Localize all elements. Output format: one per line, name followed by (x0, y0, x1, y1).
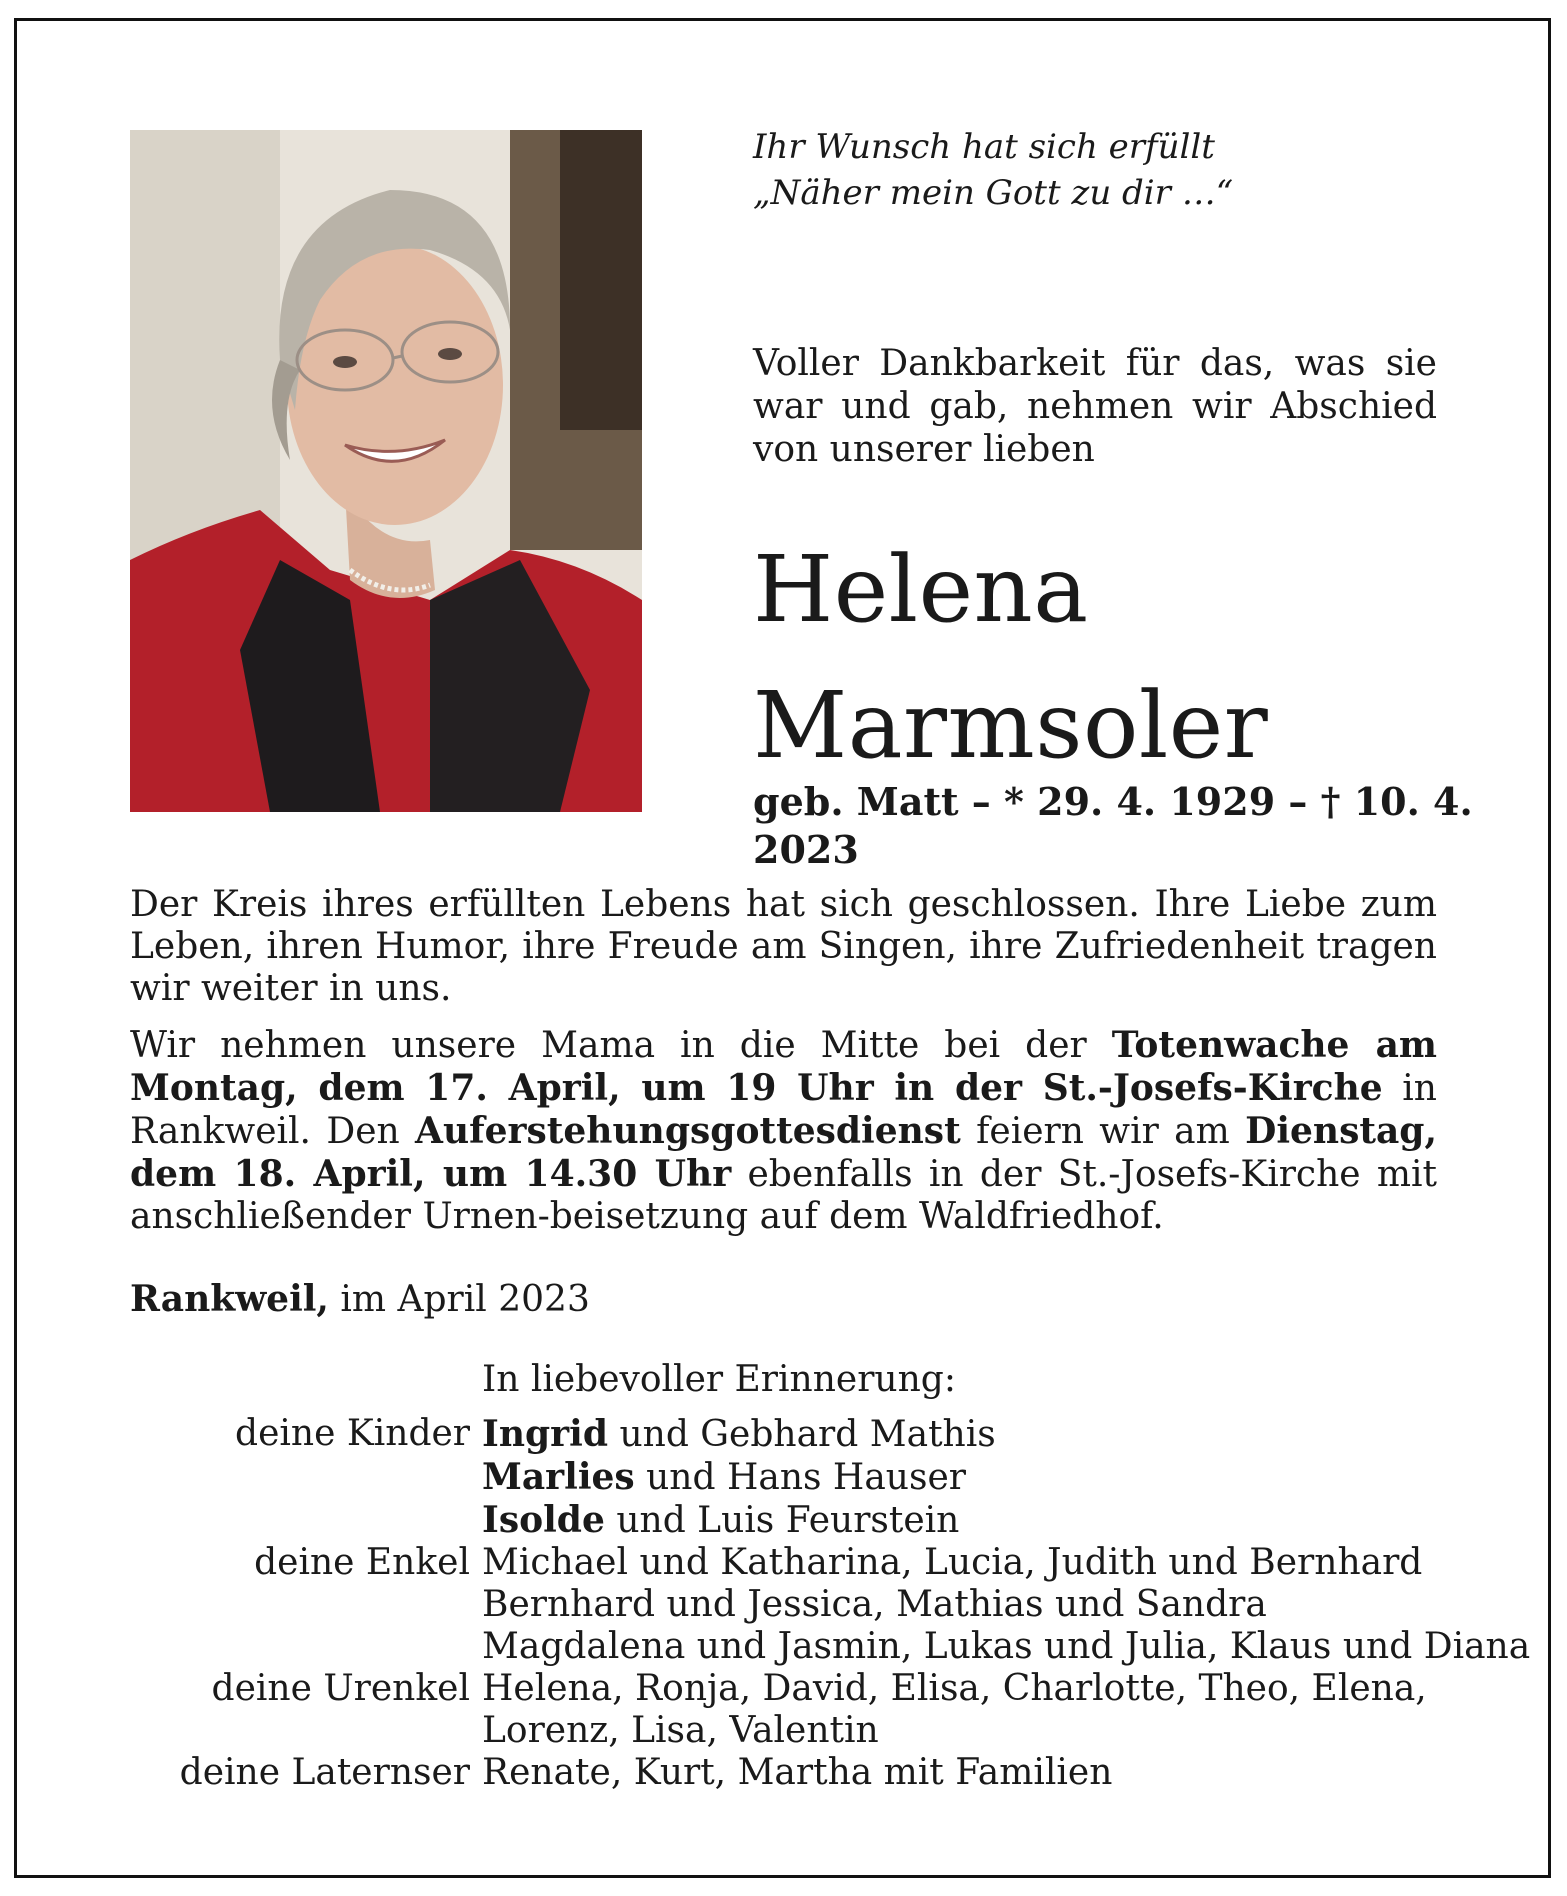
service-text-3: feiern wir am (960, 1111, 1246, 1152)
family-group-greatgrandchildren (130, 1668, 1530, 1752)
laterns-label: deine Laternser (179, 1752, 470, 1793)
child-partner: und Hans Hauser (634, 1457, 966, 1498)
child-name: Isolde (482, 1499, 605, 1541)
place-date (130, 1277, 590, 1322)
service-datetime: Dienstag, dem 18. April, um 14.30 Uhr (130, 1110, 1437, 1195)
child-partner: und Luis Feurstein (604, 1500, 960, 1541)
child-name: Ingrid (482, 1413, 608, 1455)
portrait-photo (130, 130, 642, 812)
service-text-2: in Rankweil. Den (130, 1068, 1437, 1152)
child-entry (482, 1456, 996, 1499)
greatgrandchildren-names (482, 1668, 1427, 1752)
service-text-4: ebenfalls in der St.-Josefs-Kirche mit anschließender Urnen-beisetzung auf dem Waldfriedhof. (130, 1154, 1437, 1237)
greatgrandchildren-line: Lorenz, Lisa, Valentin (482, 1710, 879, 1751)
family-list (130, 1413, 1530, 1794)
family-group-children (130, 1413, 1530, 1542)
memory-heading: In liebevoller Erinnerung: (482, 1359, 956, 1400)
epigraph-quote (753, 124, 1233, 216)
children-label: deine Kinder (235, 1413, 470, 1454)
life-dates: geb. Matt – * 29. 4. 1929 – † 10. 4. 2023 (753, 779, 1473, 872)
intro-text: Voller Dankbarkeit für das, was sie war und gab, nehmen wir Abschied von unserer lieben (753, 343, 1437, 470)
last-name: Marmsoler (753, 672, 1269, 779)
grandchildren-line: Bernhard und Jessica, Mathias und Sandra (482, 1584, 1267, 1625)
wake-details: Totenwache am Montag, dem 17. April, um 19 Uhr in der St.-Josefs-Kirche (130, 1024, 1437, 1109)
child-name: Marlies (482, 1456, 635, 1498)
grandchildren-line: Magdalena und Jasmin, Lukas und Julia, Klaus und Diana (482, 1626, 1531, 1667)
child-entry (482, 1499, 996, 1542)
greatgrandchildren-line: Helena, Ronja, David, Elisa, Charlotte, Theo, Elena, (482, 1668, 1427, 1709)
place-city: Rankweil, (130, 1278, 329, 1320)
family-group-grandchildren (130, 1542, 1530, 1668)
greatgrandchildren-label: deine Urenkel (211, 1668, 470, 1709)
tribute-paragraph: Der Kreis ihres erfüllten Lebens hat sich geschlossen. Ihre Liebe zum Leben, ihren Humor, ihre Freude am Singen, ihre Zufriedenheit tragen wir weiter in uns. (130, 884, 1437, 1009)
family-group-laterns (130, 1752, 1530, 1794)
child-partner: und Gebhard Mathis (608, 1414, 996, 1455)
quote-line-2: „Näher mein Gott zu dir …“ (753, 173, 1234, 213)
child-entry (482, 1413, 996, 1456)
place-month: im April 2023 (328, 1279, 590, 1320)
service-paragraph (130, 1024, 1437, 1238)
laterns-names: Renate, Kurt, Martha mit Familien (482, 1752, 1113, 1793)
grandchildren-line: Michael und Katharina, Lucia, Judith und Bernhard (482, 1542, 1423, 1583)
service-type: Auferstehungsgottesdienst (415, 1110, 961, 1152)
service-text-1: Wir nehmen unsere Mama in die Mitte bei der (130, 1025, 1112, 1066)
first-name: Helena (753, 536, 1089, 643)
quote-line-1: Ihr Wunsch hat sich erfüllt (753, 127, 1215, 167)
grandchildren-label: deine Enkel (254, 1542, 470, 1583)
deceased-name (753, 522, 1268, 794)
grandchildren-names (482, 1542, 1530, 1668)
children-names (482, 1413, 996, 1542)
